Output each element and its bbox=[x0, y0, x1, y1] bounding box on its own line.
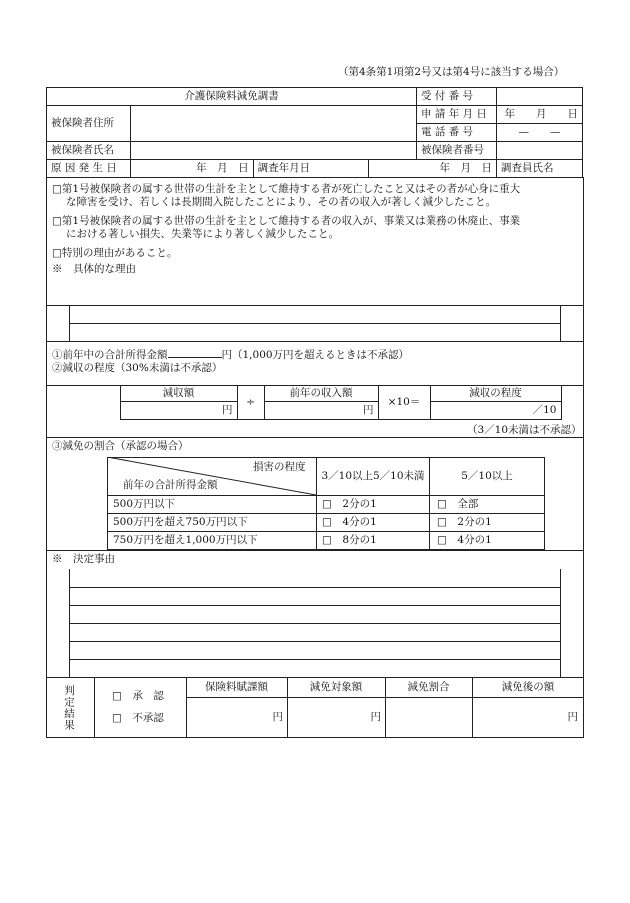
surveyor-label: 調査員氏名 bbox=[496, 160, 582, 178]
approve-checkbox[interactable]: □ 承 認 bbox=[112, 690, 164, 702]
ratio-row-v2[interactable]: □ 2分の1 bbox=[437, 516, 492, 528]
income-amount-field[interactable] bbox=[168, 347, 222, 358]
ratio-row-v1[interactable]: □ 2分の1 bbox=[322, 498, 377, 510]
assessed-premium-field[interactable]: 円 bbox=[272, 711, 283, 723]
decision-line[interactable] bbox=[69, 605, 560, 606]
specific-reason-line[interactable] bbox=[69, 323, 560, 324]
survey-date-label: 調査年月日 bbox=[253, 160, 369, 178]
income-line-1: ①前年中の合計所得金額 円（1,000万円を超えるときは不承認） bbox=[52, 349, 410, 361]
ratio-row-label: 500万円以下 bbox=[113, 498, 176, 510]
address-field[interactable] bbox=[130, 106, 416, 142]
survey-date-field[interactable]: 年 月 日 bbox=[369, 160, 497, 178]
name-field[interactable] bbox=[130, 142, 416, 160]
times-sign: ×10＝ bbox=[378, 386, 430, 420]
income-line-2: ②減収の程度（30%未満は不承認） bbox=[52, 362, 223, 374]
top-table bbox=[46, 87, 583, 178]
reason-item-1[interactable]: □第1号被保険者の属する世帯の生計を主として維持する者が死亡したこと又はその者が心身に重大 な障害を受け、若しくは長期間入院したことにより、その者の収入が著しく減少したこと。 bbox=[52, 183, 521, 208]
reduction-target-header: 減免対象額 bbox=[309, 681, 363, 693]
ratio-row-label: 750万円を超え1,000万円以下 bbox=[113, 534, 258, 546]
phone-field[interactable]: — — bbox=[496, 124, 582, 142]
reduction-ratio-header: 減免割合 bbox=[407, 681, 450, 693]
decrease-amount-field[interactable]: 円 bbox=[120, 402, 237, 420]
decrease-table bbox=[46, 385, 584, 420]
damage-header: 損害の程度 bbox=[253, 461, 306, 473]
degree-note: （3／10未満は不承認） bbox=[467, 424, 582, 436]
receipt-number-field[interactable] bbox=[496, 88, 582, 106]
ratio-col-2: 5／10以上 bbox=[461, 470, 513, 482]
reason-item-2[interactable]: □第1号被保険者の属する世帯の生計を主として維持する者の収入が、事業又は業務の休廃止、事業 における著しい損失、失業等により著しく減少したこと。 bbox=[52, 215, 521, 240]
reason-item-3[interactable]: □特別の理由があること。 bbox=[52, 247, 178, 259]
form-title: 介護保険料減免調書 bbox=[47, 88, 417, 106]
ratio-row-v1[interactable]: □ 4分の1 bbox=[322, 516, 377, 528]
prev-income-label: 前年の収入額 bbox=[264, 386, 378, 402]
phone-label: 電 話 番 号 bbox=[417, 124, 497, 142]
result-label: 判定結果 bbox=[63, 685, 75, 731]
address-label: 被保険者住所 bbox=[47, 106, 131, 142]
decrease-amount-label: 減収額 bbox=[120, 386, 237, 402]
reject-checkbox[interactable]: □ 不承認 bbox=[112, 712, 164, 724]
cause-date-field[interactable]: 年 月 日 bbox=[130, 160, 253, 178]
decision-line[interactable] bbox=[69, 587, 560, 588]
degree-field[interactable]: ／10 bbox=[430, 402, 561, 420]
ratio-title: ③減免の割合（承認の場合） bbox=[52, 440, 189, 452]
ratio-col-1: 3／10以上5／10未満 bbox=[321, 470, 425, 482]
after-reduction-header: 減免後の額 bbox=[501, 681, 555, 693]
income-header: 前年の合計所得金額 bbox=[123, 479, 218, 491]
decision-reason-label: ※ 決定事由 bbox=[52, 553, 115, 565]
apply-date-label: 申 請 年 月 日 bbox=[417, 106, 497, 124]
receipt-number-label: 受 付 番 号 bbox=[417, 88, 497, 106]
divide-sign: ÷ bbox=[237, 386, 264, 420]
after-reduction-field[interactable]: 円 bbox=[567, 711, 578, 723]
ratio-row-v2[interactable]: □ 4分の1 bbox=[437, 534, 492, 546]
ratio-row-label: 500万円を超え750万円以下 bbox=[113, 516, 248, 528]
apply-date-field[interactable]: 年 月 日 bbox=[496, 106, 582, 124]
specific-reason-label: ※ 具体的な理由 bbox=[52, 263, 136, 275]
name-label: 被保険者氏名 bbox=[47, 142, 131, 160]
decision-line[interactable] bbox=[69, 623, 560, 624]
reduction-target-field[interactable]: 円 bbox=[370, 711, 381, 723]
ratio-row-v1[interactable]: □ 8分の1 bbox=[322, 534, 377, 546]
decision-line[interactable] bbox=[69, 659, 560, 660]
assessed-premium-header: 保険料賦課額 bbox=[205, 681, 268, 693]
cause-date-label: 原 因 発 生 日 bbox=[47, 160, 131, 178]
decision-line[interactable] bbox=[69, 641, 560, 642]
insured-number-field[interactable] bbox=[496, 142, 582, 160]
degree-label: 減収の程度 bbox=[430, 386, 561, 402]
ratio-row-v2[interactable]: □ 全部 bbox=[437, 498, 479, 510]
header-note: （第4条第1項第2号又は第4号に該当する場合） bbox=[338, 66, 565, 78]
prev-income-field[interactable]: 円 bbox=[264, 402, 378, 420]
insured-number-label: 被保険者番号 bbox=[417, 142, 497, 160]
